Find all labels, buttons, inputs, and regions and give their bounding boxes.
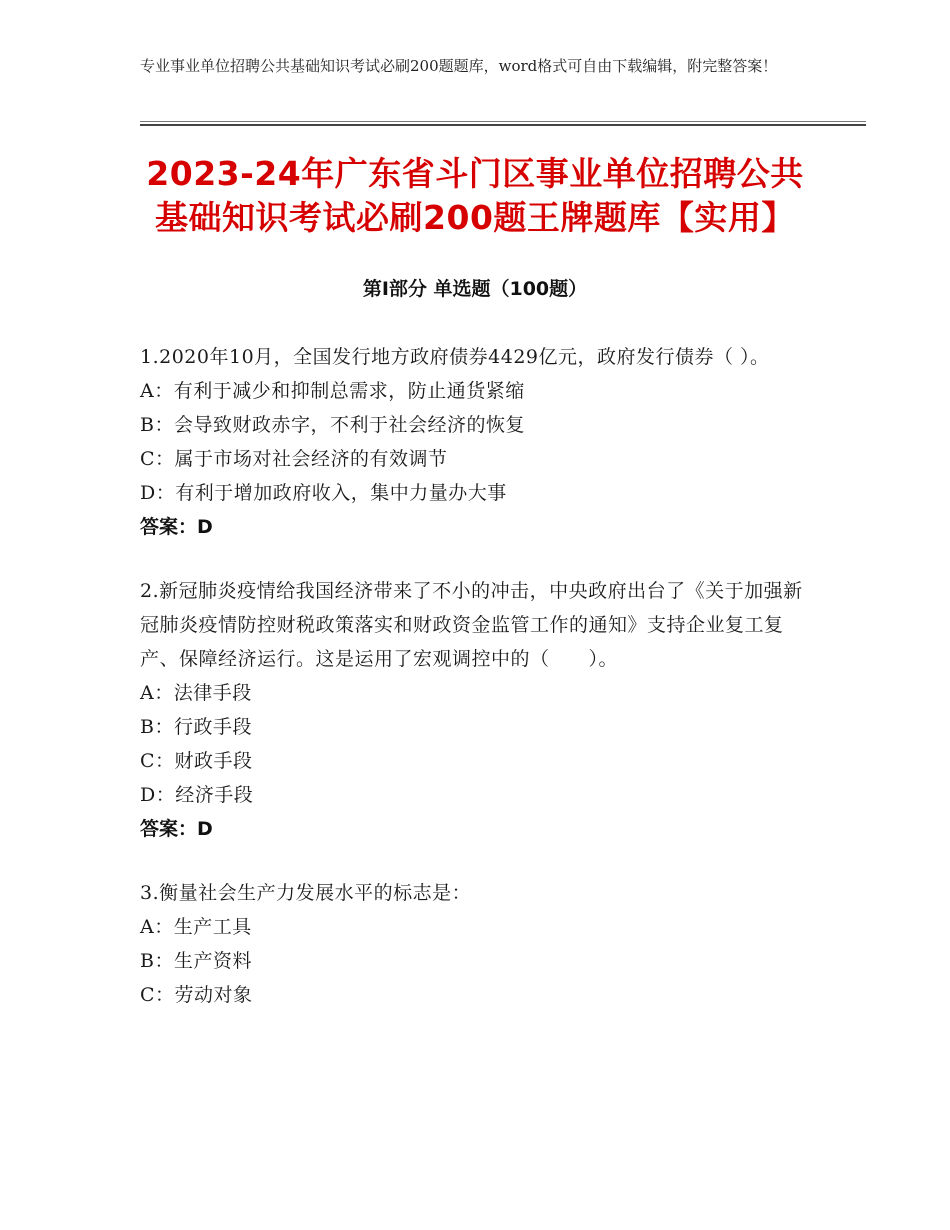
option-b: B：生产资料 [140, 950, 252, 972]
question-stem: 2.新冠肺炎疫情给我国经济带来了不小的冲击，中央政府出台了《关于加强新冠肺炎疫情防控财税政策落实和财政资金监管工作的通知》支持企业复工复产、保障经济运行。这是运用了宏观调控中的（ ）。 [140, 580, 803, 670]
option-c: C：财政手段 [140, 750, 253, 772]
document-title-line-1: 2023-24年广东省斗门区事业单位招聘公共 [146, 154, 804, 193]
option-c: C：劳动对象 [140, 984, 253, 1006]
question-2 [140, 574, 810, 846]
option-a: A：生产工具 [140, 916, 252, 938]
option-d: D：有利于增加政府收入，集中力量办大事 [140, 482, 507, 504]
question-stem: 1.2020年10月，全国发行地方政府债券4429亿元，政府发行债券（ ）。 [140, 346, 770, 368]
question-1 [140, 340, 810, 544]
option-b: B：会导致财政赤字，不利于社会经济的恢复 [140, 414, 525, 436]
question-3 [140, 876, 810, 1012]
answer-label: 答案：D [140, 516, 213, 538]
option-d: D：经济手段 [140, 784, 254, 806]
header-divider-thin [140, 121, 866, 122]
option-a: A：有利于减少和抑制总需求，防止通货紧缩 [140, 380, 525, 402]
answer-label: 答案：D [140, 818, 213, 840]
section-title: 第Ⅰ部分 单选题（100题） [362, 278, 588, 300]
option-b: B：行政手段 [140, 716, 252, 738]
question-list [140, 340, 810, 1042]
document-title [100, 152, 850, 240]
document-title-line-2: 基础知识考试必刷200题王牌题库【实用】 [155, 198, 795, 237]
header-divider-thick [140, 124, 866, 126]
question-stem: 3.衡量社会生产力发展水平的标志是： [140, 882, 472, 904]
header-note: 专业事业单位招聘公共基础知识考试必刷200题题库，word格式可自由下载编辑，附完整答案！ [140, 57, 778, 75]
option-c: C：属于市场对社会经济的有效调节 [140, 448, 448, 470]
option-a: A：法律手段 [140, 682, 252, 704]
